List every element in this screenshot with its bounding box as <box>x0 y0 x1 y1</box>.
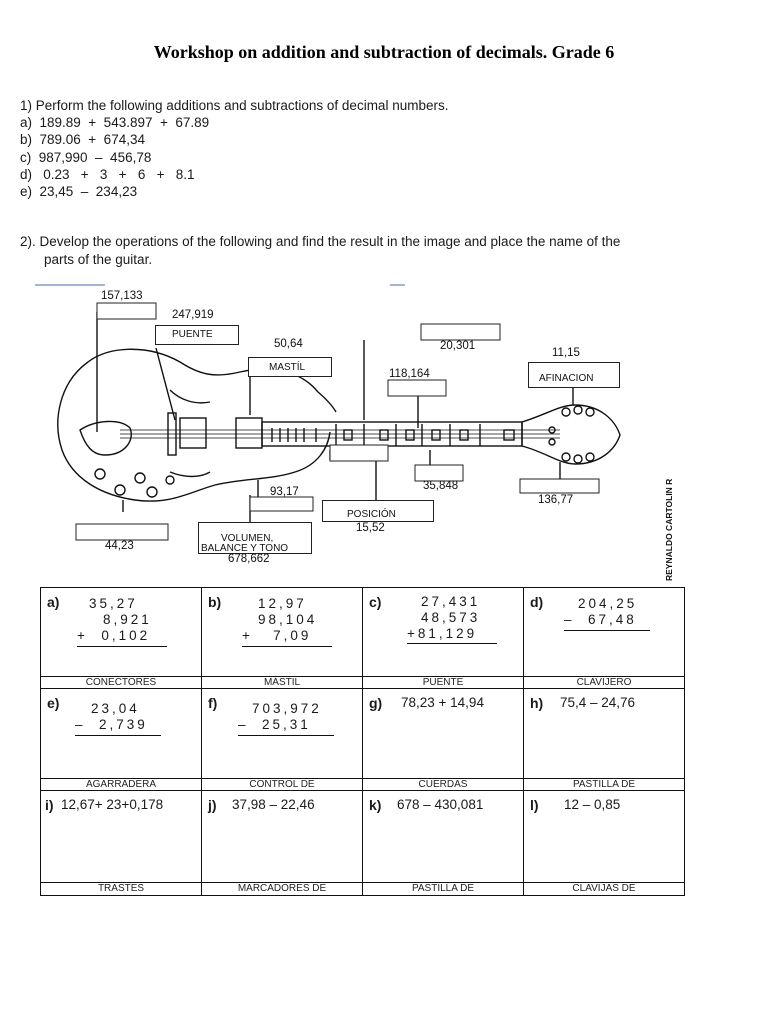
page-title: Workshop on addition and subtraction of decimals. Grade 6 <box>153 42 615 62</box>
value-20301: 20,301 <box>440 340 476 352</box>
exercise-cell-f <box>202 689 363 791</box>
difference-line <box>75 735 161 736</box>
operand-line: 8,921 <box>103 612 152 627</box>
operand-line: +81,129 <box>407 626 478 641</box>
volumen-box <box>198 522 312 554</box>
expression: 75,4 – 24,76 <box>560 695 636 710</box>
exercise-cell-a <box>41 588 202 689</box>
exercise-cell-d <box>524 588 684 689</box>
cell-footer: MARCADORES DE <box>202 882 362 895</box>
value-118164: 118,164 <box>389 368 430 380</box>
question-1-item-e: e) 23,45 – 234,23 <box>20 184 138 200</box>
value-1552: 15,52 <box>356 522 385 534</box>
exercise-cell-i <box>41 791 202 895</box>
cell-letter: f) <box>208 695 218 711</box>
difference-line <box>564 630 650 631</box>
cell-footer: PASTILLA DE <box>363 882 523 895</box>
cell-footer: MÁSTIL <box>202 676 362 689</box>
exercise-cell-l <box>524 791 684 895</box>
puente-box <box>155 325 239 345</box>
expression: 678 – 430,081 <box>397 797 484 812</box>
value-678662: 678,662 <box>228 553 270 565</box>
operand-line: 23,04 <box>91 701 140 716</box>
exercise-cell-c <box>363 588 524 689</box>
value-1115: 11,15 <box>552 347 580 359</box>
value-4423: 44,23 <box>105 540 134 552</box>
operand-line: 27,431 <box>421 594 481 609</box>
question-2-line-1: 2). Develop the operations of the following and find the result in the image and place the name of the <box>20 234 621 249</box>
label-posicion: POSICIÓN <box>347 509 396 520</box>
expression: 12,67+ 23+0,178 <box>61 797 164 812</box>
cell-footer: AGARRADERA <box>41 778 201 791</box>
mastil-box <box>248 357 332 377</box>
cell-letter: b) <box>208 594 222 610</box>
cell-footer: CONTROL DE <box>202 778 362 791</box>
value-5064: 50,64 <box>274 338 303 350</box>
expression: 12 – 0,85 <box>564 797 621 812</box>
afinacion-box <box>528 362 620 388</box>
cell-footer: PASTILLA DE <box>524 778 684 791</box>
difference-line <box>238 735 334 736</box>
cell-footer: CONECTORES <box>41 676 201 689</box>
label-volumen: VOLUMEN, <box>221 533 274 544</box>
value-35848: 35,848 <box>423 480 459 492</box>
exercise-cell-e <box>41 689 202 791</box>
author-credit <box>661 478 675 583</box>
exercise-cell-g <box>363 689 524 791</box>
cell-letter: h) <box>530 695 544 711</box>
operand-line: 703,972 <box>252 701 322 716</box>
cell-letter: a) <box>47 594 60 610</box>
operand-line: – 67,48 <box>564 612 637 627</box>
value-13677: 136,77 <box>538 494 574 506</box>
cell-letter: d) <box>530 594 544 610</box>
cell-footer: CLAVIJAS DE <box>524 882 684 895</box>
cell-letter: l) <box>530 797 539 813</box>
sum-line <box>242 646 332 647</box>
cell-letter: k) <box>369 797 382 813</box>
cell-footer: CLAVIJERO <box>524 676 684 689</box>
question-1-intro: 1) Perform the following additions and subtractions of decimal numbers. <box>20 98 449 113</box>
cell-letter: c) <box>369 594 382 610</box>
expression: 78,23 + 14,94 <box>401 695 484 710</box>
question-1-item-a: a) 189.89 + 543.897 + 67.89 <box>20 115 210 131</box>
operand-line: 35,27 <box>89 596 138 611</box>
cell-letter: j) <box>208 797 217 813</box>
operand-line: 12,97 <box>258 596 307 611</box>
expression: 37,98 – 22,46 <box>232 797 315 812</box>
exercise-grid <box>40 587 685 896</box>
row-divider <box>41 790 684 791</box>
label-mastil: MASTÍL <box>269 362 306 373</box>
label-balance-y-tono: BALANCE Y TONO <box>201 543 289 554</box>
label-puente: PUENTE <box>172 329 213 340</box>
label-afinacion: AFINACION <box>539 373 594 384</box>
exercise-cell-j <box>202 791 363 895</box>
question-1-item-c: c) 987,990 – 456,78 <box>20 149 152 165</box>
exercise-cell-k <box>363 791 524 895</box>
cell-letter: g) <box>369 695 383 711</box>
author-credit-text <box>661 478 675 583</box>
question-1-item-d: d) 0.23 + 3 + 6 + 8.1 <box>20 166 195 182</box>
sum-line <box>407 643 497 644</box>
author-credit-label: REYNALDO CARTOLIN R. <box>664 478 674 581</box>
row-divider <box>41 688 684 689</box>
exercise-cell-b <box>202 588 363 689</box>
question-1-item-b: b) 789.06 + 674,34 <box>20 132 145 148</box>
value-247919: 247,919 <box>172 309 214 321</box>
posicion-box <box>322 500 434 522</box>
cell-footer: CUERDAS <box>363 778 523 791</box>
operand-line: 204,25 <box>578 596 638 611</box>
cell-letter: i) <box>45 797 54 813</box>
operand-line: – 25,31 <box>238 717 311 732</box>
operand-line: 98,104 <box>258 612 318 627</box>
operand-line: – 2,739 <box>75 717 148 732</box>
operand-line: 48,573 <box>421 610 481 625</box>
operand-line: + 0,102 <box>77 628 151 643</box>
cell-letter: e) <box>47 695 60 711</box>
question-2-line-2: parts of the guitar. <box>44 251 153 267</box>
exercise-cell-h <box>524 689 684 791</box>
value-157133: 157,133 <box>101 290 143 302</box>
sum-line <box>77 646 167 647</box>
cell-footer: PUENTE <box>363 676 523 689</box>
operand-line: + 7,09 <box>242 628 312 643</box>
cell-footer: TRASTES <box>41 882 201 895</box>
value-9317: 93,17 <box>270 486 299 498</box>
